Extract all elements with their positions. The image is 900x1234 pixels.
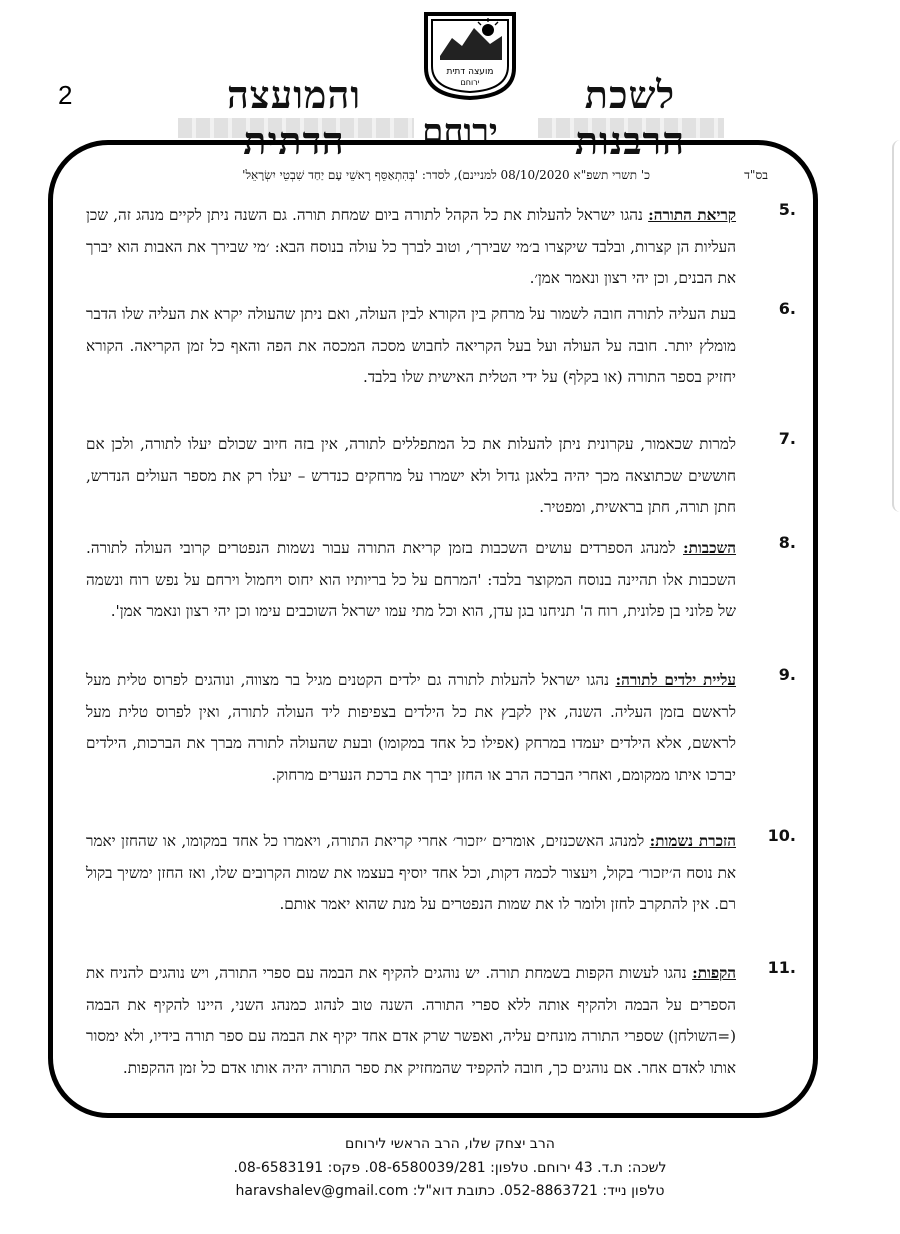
bsd-mark: בס"ד: [744, 168, 768, 182]
section-body: [86, 958, 736, 1084]
section-body: [86, 826, 736, 921]
section-text: נהגו ישראל להעלות את כל הקהל לתורה ביום שמחת תורה. גם השנה ניתן לקיים מנהג זה, שכן העליות הן קצרות, ובלבד שיקצרו ב׳מי שבירך׳, וטוב לברך כל עולה בנוסח הבא: ׳מי שבירך את האבות הוא יברך את הבנים, וכן יהי רצון ונאמר אמן׳.: [86, 206, 736, 287]
section-9: [86, 665, 796, 815]
date-line: כ' תשרי תשפ"א 08/10/2020 למניינם), לסדר: 'בְּהִתְאַסֵּף רָאשֵׁי עָם יַחַד שִׁבְטֵי יִשְׂרָאֵל': [242, 168, 650, 182]
section-6: [86, 299, 796, 419]
section-title: השכבות:: [683, 539, 737, 557]
section-body: [86, 429, 736, 524]
section-title: הזכרת נשמות:: [649, 832, 737, 850]
section-text: למרות שכאמור, עקרונית ניתן להעלות את כל המתפללים לתורה, אין בזה חיוב שכולם יעלו לתורה, ולכן אם חוששים שכתוצאה מכך יהיה בלאגן גדול ולא ישמרו על מרחקים כנדרש – יעלו רק את מספר העולים הנדרש, חתן תורה, חתן בראשית, ומפטיר.: [86, 435, 736, 516]
section-number: 10.: [767, 826, 796, 845]
section-10: [86, 826, 796, 946]
section-text: למנהג האשכנזים, אומרים ׳יזכור׳ אחרי קריאת התורה, ויאמרו כל אחד במקומו, או שהחזן יאמר את נוסח ה׳יזכור׳ בקול, ויעצור לכמה דקות, וכל אחד יוסיף בעצמו את שמות הקרובים שלו, ואז החזן ימשיך בקול רם. אין להתקרב לחזן ולומר לו את שמות הנפטרים על מנת שהוא יאמר אותם.: [86, 832, 736, 913]
section-title: עליית ילדים לתורה:: [615, 671, 736, 689]
section-7: [86, 429, 796, 519]
section-number: 9.: [778, 665, 796, 684]
header-city: ירוחם: [422, 112, 498, 152]
section-text: בעת העליה לתורה חובה לשמור על מרחק בין הקורא לבין העולה, ואם ניתן שהעולה יקרא את העליה שלו הדבר מומלץ יותר. חובה על העולה ועל בעל הקריאה לחבוש מסכה המכסה את הפה והאף כל זמן הקריאה. הקורא יחזיק בספר התורה (או בקלף) על ידי הטלית האישית שלו בלבד.: [86, 305, 736, 386]
section-body: [86, 299, 736, 394]
section-text: למנהג הספרדים עושים השכבות בזמן קריאת התורה עבור נשמות הנפטרים קרובי העולה לתורה. השכבות אלו תהיינה בנוסח המקוצר בלבד: 'המרחם על כל בריותיו הוא יחוס ויחמול וירחם על נפש רוח ונשמה של פלוני בן פלונית, רוח ה' תניחנו בגן עדן, הוא וכל מתי עמו ישראל השוכבים עימו וכן יהי רצון ונאמר אמן'.: [86, 539, 736, 620]
section-text: נהגו ישראל להעלות לתורה גם ילדים הקטנים מגיל בר מצווה, ונוהגים לפרוס טלית מעל לראשם בזמן העליה. השנה, אין לקבץ את כל הילדים בצפיפות ליד העולה לתורה, ואין לפרוס טלית מעל לראשם, אלא הילדים יעמדו במרחק (אפילו כל אחד במקומו) ובעת שהעולה לתורה מברך את הברכות, הילדים יברכו איתו ממקומם, ואחרי הברכה הרב או החזן יברך את ברכת הנערים מרחוק.: [86, 671, 736, 784]
logo-text-council: מועצה דתית: [446, 67, 494, 77]
logo-text-city: ירוחם: [460, 78, 480, 87]
section-number: 5.: [778, 200, 796, 219]
section-number: 11.: [767, 958, 796, 977]
header-title-council: והמועצה הדתית: [226, 72, 362, 163]
page-edge: [892, 140, 900, 512]
section-title: קריאת התורה:: [648, 206, 737, 224]
section-body: [86, 200, 736, 295]
religious-council-logo: [418, 8, 522, 102]
page-number: 2: [58, 80, 73, 110]
section-11: [86, 958, 796, 1108]
section-number: 6.: [778, 299, 796, 318]
section-body: [86, 665, 736, 791]
footer-signature: הרב יצחק שלו, הרב הראשי לירוחם: [345, 1136, 555, 1152]
footer-office-contact: לשכה: ת.ד. 43 ירוחם. טלפון: 08-6580039/281. פקס: 08-6583191.: [233, 1160, 667, 1176]
section-8: [86, 533, 796, 653]
section-body: [86, 533, 736, 628]
section-title: הקפות:: [692, 964, 737, 982]
footer-mobile-email: טלפון נייד: 052-8863721. כתובת דוא"ל: haravshalev@gmail.com: [235, 1183, 665, 1199]
header-title-rabbinate: לשכת הרבנות: [574, 72, 686, 163]
section-number: 8.: [778, 533, 796, 552]
section-5: [86, 200, 796, 290]
section-text: נהגו לעשות הקפות בשמחת תורה. יש נוהגים להקיף את הבמה עם ספרי התורה, ויש נוהגים להניח את הספרים על הבמה ולהקיף אותה ללא ספרי התורה. השנה טוב לנהוג כמנהג השני, היינו להקיף את הבמה (=השולחן) שספרי התורה מונחים עליה, ואפשר שרק אדם אחד יקיף את הבמה עם ספר תורה בידיו, ולא ימסור אותו לאדם אחר. אם נוהגים כך, חובה להקפיד שהמחזיק את ספר התורה יהיה אותו אדם כל זמן ההקפות.: [86, 964, 736, 1077]
section-number: 7.: [778, 429, 796, 448]
